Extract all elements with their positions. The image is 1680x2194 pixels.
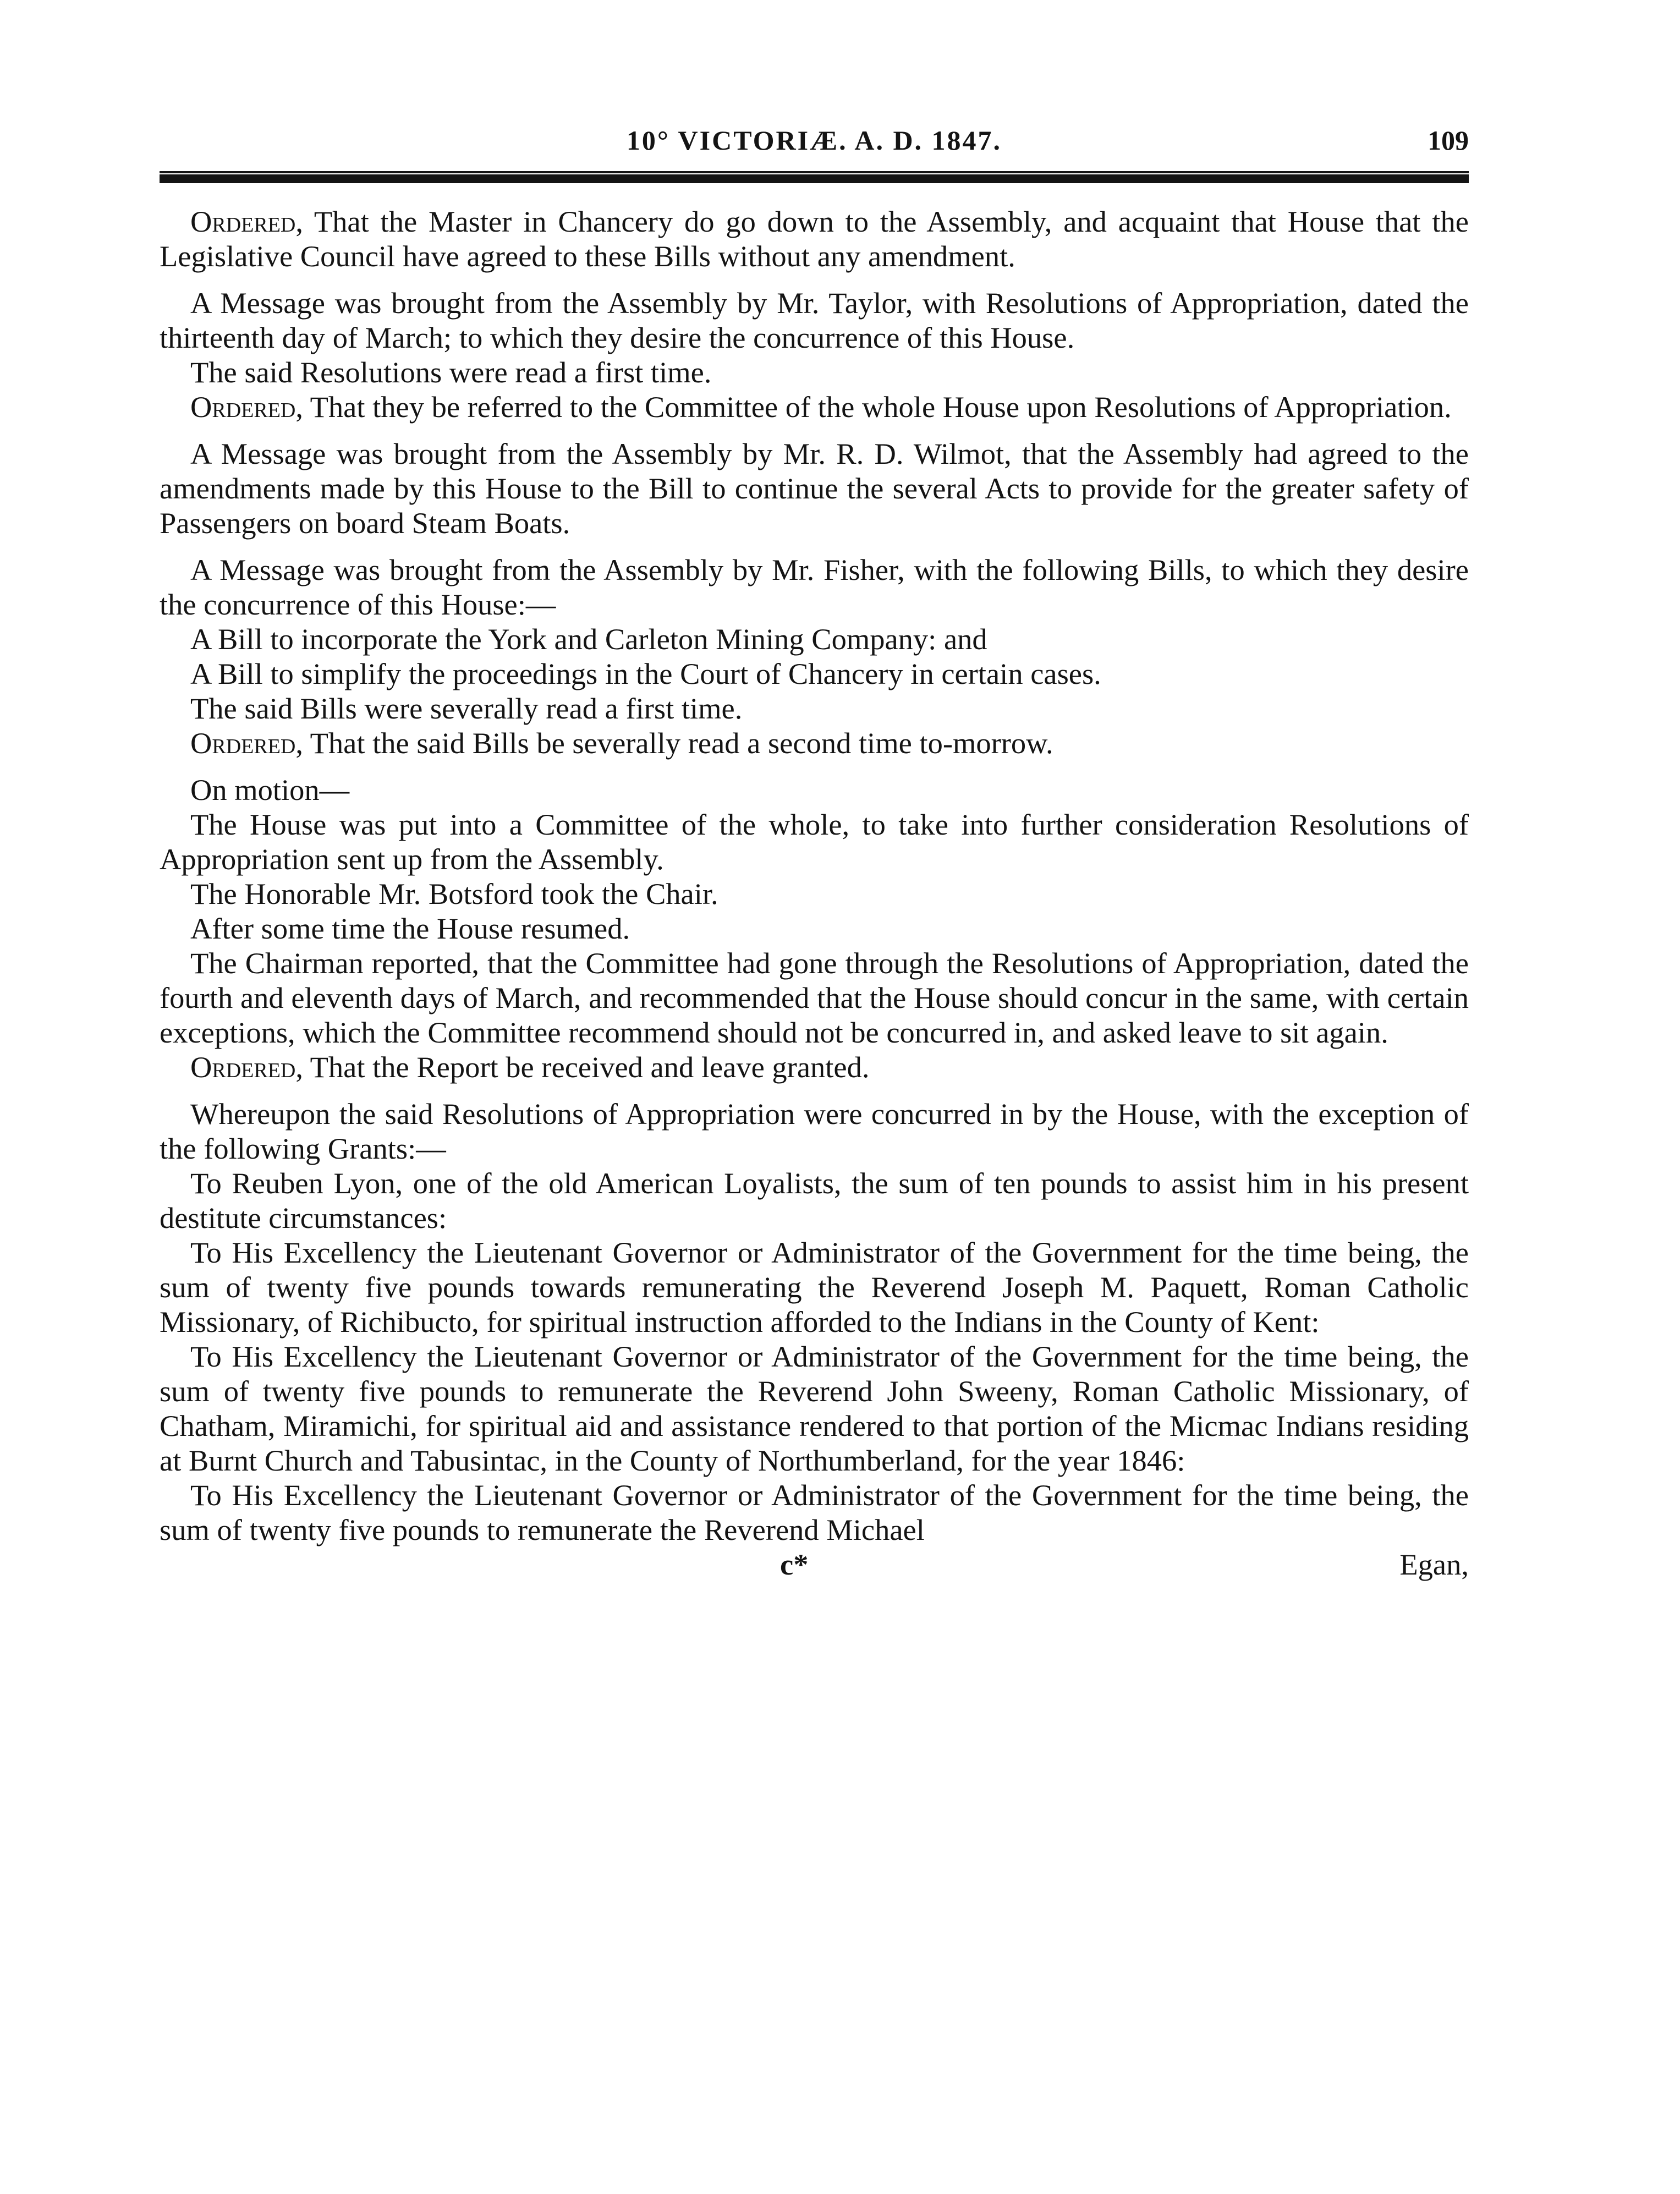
catchword: Egan,	[1399, 1548, 1469, 1581]
paragraph-text: The Honorable Mr. Botsford took the Chair.	[190, 877, 718, 910]
paragraph-text: That they be referred to the Committee of the whole House upon Resolutions of Appropriation.	[303, 390, 1452, 424]
paragraph	[160, 1166, 1469, 1235]
paragraph	[160, 876, 1469, 911]
page-number: 109	[1428, 125, 1469, 156]
document-page	[160, 118, 1469, 1583]
paragraph	[160, 911, 1469, 946]
ordered-lead: Ordered,	[190, 726, 303, 760]
header-rule	[160, 171, 1469, 183]
paragraph-text: The said Resolutions were read a first time.	[190, 355, 712, 389]
running-head: 10° VICTORIÆ. A. D. 1847.	[626, 125, 1002, 156]
paragraph-text: A Bill to incorporate the York and Carleton Mining Company: and	[190, 622, 987, 656]
paragraph	[160, 622, 1469, 656]
paragraph	[160, 1339, 1469, 1478]
ordered-lead: Ordered,	[190, 205, 303, 238]
paragraph	[160, 204, 1469, 273]
paragraph	[160, 691, 1469, 726]
paragraph-text: To His Excellency the Lieutenant Governor or Administrator of the Government for the time being, the sum of twenty five pounds towards remunerating the Reverend Joseph M. Paquett, Roman Catholic Missionary, of Richibucto, for spiritual instruction afforded to the Indians in the County of Kent:	[160, 1236, 1469, 1339]
paragraph	[160, 286, 1469, 355]
paragraph	[160, 1050, 1469, 1084]
ordered-lead: Ordered,	[190, 1050, 303, 1084]
paragraph	[160, 772, 1469, 807]
paragraph-text: A Message was brought from the Assembly by Mr. Taylor, with Resolutions of Appropriation, dated the thirteenth day of March; to which they desire the concurrence of this House.	[160, 286, 1469, 354]
paragraph	[160, 807, 1469, 876]
paragraph-text: The House was put into a Committee of the whole, to take into further consideration Resolutions of Appropriation sent up from the Assembly.	[160, 808, 1469, 876]
paragraph-text: After some time the House resumed.	[190, 912, 630, 945]
paragraph-text: That the said Bills be severally read a second time to-morrow.	[303, 726, 1053, 760]
paragraph	[160, 1235, 1469, 1339]
paragraph-text: Whereupon the said Resolutions of Appropriation were concurred in by the House, with the exception of the following Grants:—	[160, 1097, 1469, 1165]
paragraph	[160, 726, 1469, 760]
paragraph-text: A Message was brought from the Assembly by Mr. R. D. Wilmot, that the Assembly had agreed to the amendments made by this House to the Bill to continue the several Acts to provide for the greater safety of Passengers on board Steam Boats.	[160, 437, 1469, 540]
page-header	[160, 118, 1469, 162]
paragraph-text: A Message was brought from the Assembly by Mr. Fisher, with the following Bills, to which they desire the concurrence of this House:—	[160, 553, 1469, 621]
paragraph	[160, 1096, 1469, 1166]
paragraph	[160, 1478, 1469, 1547]
paragraph-text: The Chairman reported, that the Committee had gone through the Resolutions of Appropriation, dated the fourth and eleventh days of March, and recommended that the House should concur in the same, with certain exceptions, which the Committee recommend should not be concurred in, and asked leave to sit again.	[160, 946, 1469, 1049]
paragraph-text: That the Report be received and leave granted.	[303, 1050, 870, 1084]
paragraph-text: To Reuben Lyon, one of the old American Loyalists, the sum of ten pounds to assist him in his present destitute circumstances:	[160, 1166, 1469, 1235]
paragraph-text: On motion—	[190, 773, 350, 807]
paragraph	[160, 946, 1469, 1050]
paragraph-text: A Bill to simplify the proceedings in the Court of Chancery in certain cases.	[190, 657, 1101, 690]
signature-mark: c*	[780, 1548, 809, 1581]
paragraph-text: The said Bills were severally read a first time.	[190, 692, 743, 725]
paragraph-text: That the Master in Chancery do go down to the Assembly, and acquaint that House that the Legislative Council have agreed to these Bills without any amendment.	[160, 205, 1469, 273]
paragraph	[160, 656, 1469, 691]
body-text	[160, 204, 1469, 1547]
paragraph	[160, 390, 1469, 424]
paragraph	[160, 436, 1469, 540]
paragraph	[160, 552, 1469, 622]
paragraph-text: To His Excellency the Lieutenant Governor or Administrator of the Government for the time being, the sum of twenty five pounds to remunerate the Reverend John Sweeny, Roman Catholic Missionary, of Chatham, Miramichi, for spiritual aid and assistance rendered to that portion of the Micmac Indians residing at Burnt Church and Tabusintac, in the County of Northumberland, for the year 1846:	[160, 1340, 1469, 1477]
ordered-lead: Ordered,	[190, 390, 303, 424]
paragraph-text: To His Excellency the Lieutenant Governor or Administrator of the Government for the time being, the sum of twenty five pounds to remunerate the Reverend Michael	[160, 1478, 1469, 1546]
page-footer	[160, 1547, 1469, 1583]
paragraph	[160, 355, 1469, 390]
